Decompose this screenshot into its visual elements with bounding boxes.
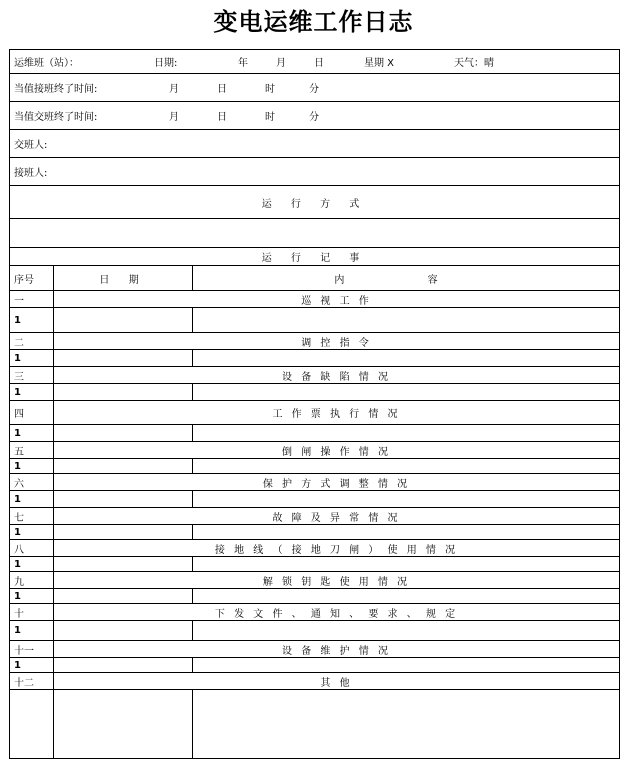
day-label: 日 [314, 58, 324, 69]
hand-minute: 分 [309, 112, 319, 123]
item-row [10, 658, 620, 673]
hand-end-row [10, 102, 620, 130]
receive-hour: 时 [265, 84, 275, 95]
seq-9: 九 [14, 576, 24, 588]
seq-10: 十 [14, 608, 24, 620]
date-label: 日期: [154, 58, 178, 69]
receive-month: 月 [169, 84, 179, 95]
receive-day: 日 [217, 84, 227, 95]
col-date: 日 期 [99, 274, 147, 286]
category-row [10, 367, 620, 384]
year-label: 年 [238, 58, 248, 69]
category-title: 调 控 指 令 [301, 337, 372, 349]
item-number: 1 [14, 460, 21, 472]
operation-record-row [10, 248, 620, 266]
log-table [9, 49, 620, 759]
weekday-label: 星期 X [364, 58, 395, 69]
category-title: 保 护 方 式 调 整 情 况 [262, 478, 411, 490]
category-row [10, 508, 620, 525]
item-number: 1 [14, 493, 21, 505]
category-row [10, 540, 620, 557]
category-row [10, 474, 620, 491]
category-row [10, 442, 620, 459]
item-row [10, 525, 620, 540]
hand-end-label: 当值交班终了时间: [14, 112, 98, 123]
item-row [10, 621, 620, 641]
col-seq: 序号 [14, 274, 34, 286]
col-content: 内 容 [334, 274, 478, 286]
item-number: 1 [14, 352, 21, 364]
item-row [10, 425, 620, 442]
receiving-person-label: 接班人: [14, 168, 48, 179]
receive-minute: 分 [309, 84, 319, 95]
hand-month: 月 [169, 112, 179, 123]
seq-7: 七 [14, 512, 24, 524]
item-row [10, 308, 620, 333]
item-row [10, 459, 620, 474]
item-row [10, 491, 620, 508]
seq-6: 六 [14, 478, 24, 490]
weather-label: 天气：晴 [454, 58, 494, 69]
category-title: 巡 视 工 作 [301, 295, 372, 307]
operation-mode-heading: 运 行 方 式 [261, 198, 368, 210]
seq-1: 一 [14, 295, 24, 307]
item-number: 1 [14, 590, 21, 602]
hand-day: 日 [217, 112, 227, 123]
category-title: 接 地 线 （ 接 地 刀 闸 ） 使 用 情 况 [214, 544, 459, 556]
receive-end-label: 当值接班终了时间: [14, 84, 98, 95]
item-number: 1 [14, 625, 21, 636]
seq-8: 八 [14, 544, 24, 556]
seq-12: 十二 [14, 677, 34, 689]
category-title: 解 锁 钥 匙 使 用 情 况 [262, 576, 411, 588]
item-number: 1 [14, 659, 21, 671]
seq-11: 十一 [14, 645, 34, 657]
item-number: 1 [14, 314, 21, 326]
operation-mode-row [10, 186, 620, 219]
category-row [10, 641, 620, 658]
hand-hour: 时 [265, 112, 275, 123]
item-number: 1 [14, 427, 21, 439]
item-row [10, 384, 620, 401]
header-row [10, 50, 620, 74]
seq-2: 二 [14, 337, 24, 349]
category-title: 设 备 缺 陷 情 况 [282, 371, 391, 383]
category-row [10, 604, 620, 621]
category-title: 倒 闸 操 作 情 况 [282, 446, 391, 458]
handing-person-row [10, 130, 620, 158]
category-row [10, 291, 620, 308]
category-title: 工 作 票 执 行 情 况 [272, 409, 401, 420]
category-title: 下 发 文 件 、 通 知 、 要 求 、 规 定 [214, 608, 459, 620]
category-title: 其 他 [320, 677, 353, 689]
log-title: 变电运维工作日志 [213, 8, 414, 36]
category-row [10, 673, 620, 690]
blank-entry-row [10, 690, 620, 759]
handing-person-label: 交班人: [14, 140, 48, 151]
category-row [10, 572, 620, 589]
category-row [10, 401, 620, 425]
receive-end-row [10, 74, 620, 102]
category-title: 设 备 维 护 情 况 [282, 645, 391, 657]
seq-5: 五 [14, 446, 24, 458]
item-row [10, 350, 620, 367]
operation-mode-body [10, 219, 620, 248]
item-number: 1 [14, 558, 21, 570]
item-number: 1 [14, 386, 21, 398]
receiving-person-row [10, 158, 620, 186]
category-title: 故 障 及 异 常 情 况 [272, 512, 401, 524]
seq-3: 三 [14, 371, 24, 383]
item-number: 1 [14, 526, 21, 538]
team-label: 运维班（站）： [14, 58, 79, 69]
seq-4: 四 [14, 409, 24, 420]
category-row [10, 333, 620, 350]
item-row [10, 557, 620, 572]
column-header-row [10, 266, 620, 291]
item-row [10, 589, 620, 604]
month-label: 月 [276, 58, 286, 69]
operation-record-heading: 运 行 记 事 [261, 253, 368, 264]
